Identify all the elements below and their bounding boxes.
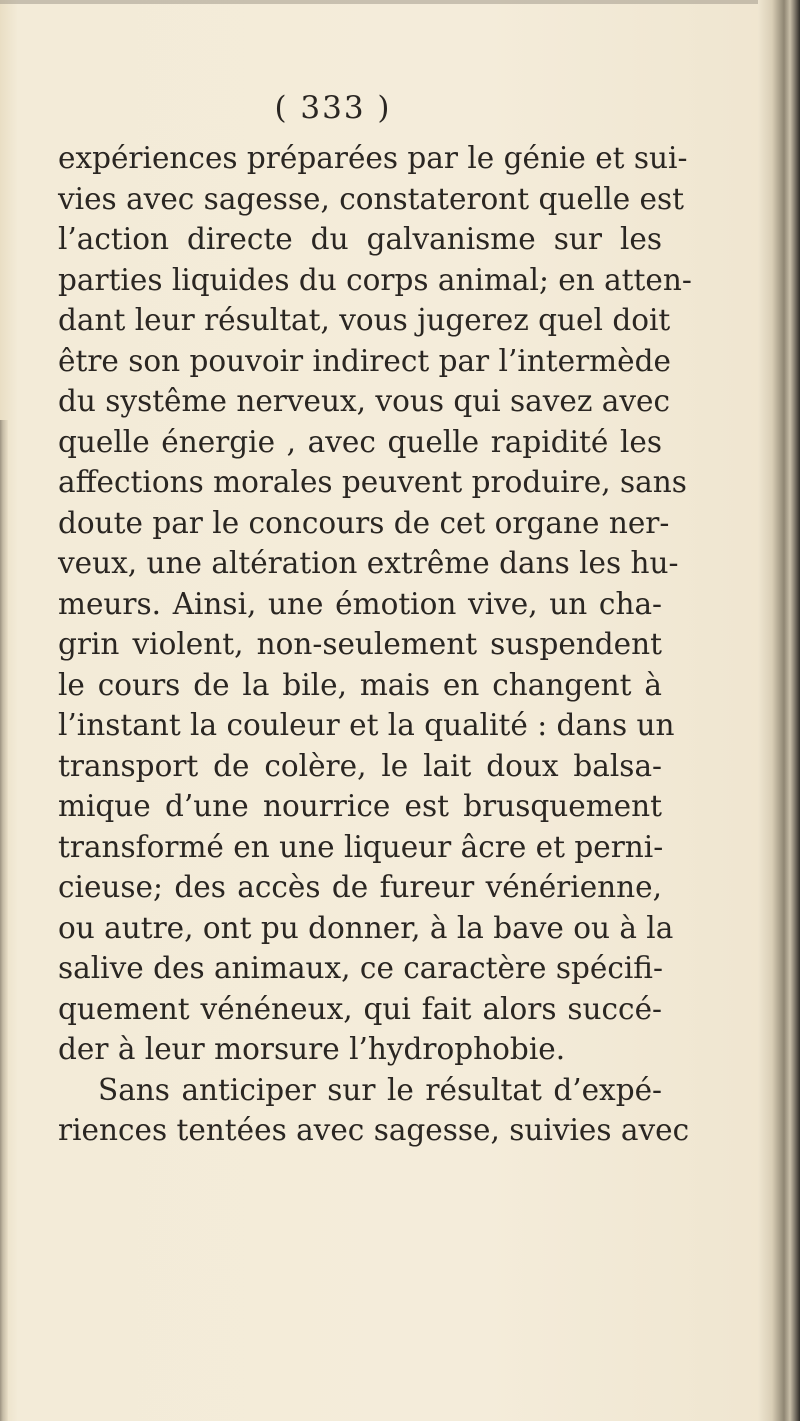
text-line: meurs. Ainsi, une émotion vive, un cha- bbox=[58, 586, 662, 621]
text-line: le cours de la bile, mais en changent à bbox=[58, 667, 662, 702]
text-line: cieuse; des accès de fureur vénérienne, bbox=[58, 870, 662, 904]
text-line: ou autre, ont pu donner, à la bave ou à la bbox=[58, 910, 674, 945]
body-text bbox=[58, 138, 692, 1151]
text-line-paragraph-end: der à leur morsure l’hydrophobie. bbox=[58, 1032, 566, 1066]
text-line: quement vénéneux, qui fait alors succé- bbox=[58, 991, 662, 1026]
left-page-edge bbox=[0, 420, 8, 1421]
text-line: transformé en une liqueur âcre et perni- bbox=[58, 829, 664, 864]
text-line: vies avec sagesse, constateront quelle est bbox=[58, 181, 685, 216]
text-line: l’instant la couleur et la qualité : dans un bbox=[58, 708, 675, 742]
text-line: quelle énergie , avec quelle rapidité les bbox=[58, 424, 662, 459]
text-line: l’action directe du galvanisme sur les bbox=[58, 222, 662, 256]
page-number: ( 333 ) bbox=[274, 90, 392, 126]
top-edge-shadow bbox=[0, 0, 760, 4]
text-line: dant leur résultat, vous jugerez quel doit bbox=[58, 303, 671, 337]
text-line: riences tentées avec sagesse, suivies avec bbox=[58, 1113, 690, 1147]
text-line: transport de colère, le lait doux balsa- bbox=[58, 748, 662, 783]
text-line: affections morales peuvent produire, sans bbox=[58, 465, 687, 499]
text-line: parties liquides du corps animal; en atten- bbox=[58, 262, 692, 297]
text-line: être son pouvoir indirect par l’intermède bbox=[58, 343, 671, 378]
text-line: doute par le concours de cet organe ner- bbox=[58, 505, 670, 540]
text-line: mique d’une nourrice est brusquement bbox=[58, 789, 662, 823]
text-line: salive des animaux, ce caractère spécifi- bbox=[58, 951, 663, 985]
text-line: du systême nerveux, vous qui savez avec bbox=[58, 384, 671, 418]
text-line-paragraph-start: Sans anticiper sur le résultat d’expé- bbox=[98, 1072, 662, 1107]
text-line: expériences préparées par le génie et sui- bbox=[58, 141, 688, 175]
text-line: veux, une altération extrême dans les hu- bbox=[58, 546, 679, 580]
book-binding-edge bbox=[758, 0, 800, 1421]
text-line: grin violent, non-seulement suspendent bbox=[58, 627, 662, 661]
